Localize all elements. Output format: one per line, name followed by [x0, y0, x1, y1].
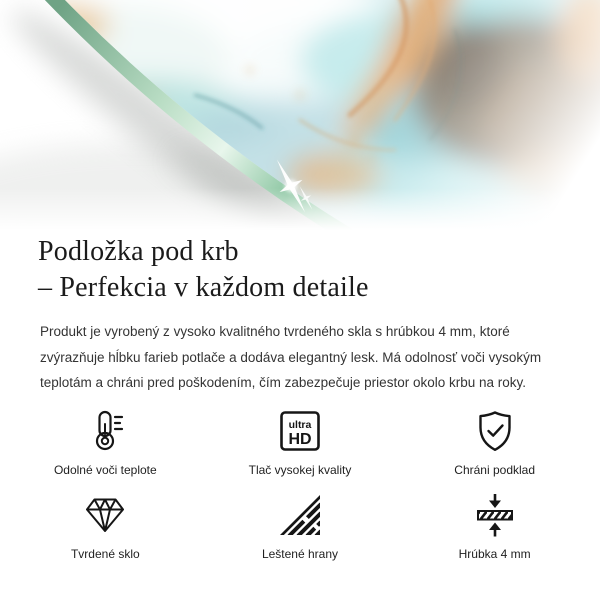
diamond-icon — [83, 493, 127, 537]
feature-label: Chráni podklad — [454, 462, 536, 477]
page-title-line1: Podložka pod krb — [38, 236, 239, 267]
feature-label: Tvrdené sklo — [70, 546, 140, 561]
feature-thickness — [397, 493, 592, 561]
feature-grid — [0, 409, 600, 561]
thermometer-icon — [83, 409, 127, 453]
feature-heat-resistant — [8, 409, 203, 477]
thickness-icon — [473, 493, 517, 537]
ultra-hd-icon — [278, 409, 322, 453]
feature-label: Leštené hrany — [261, 546, 339, 561]
feature-tempered-glass — [8, 493, 203, 561]
feature-print-quality — [203, 409, 398, 477]
svg-text:ultra: ultra — [288, 418, 312, 431]
polished-edges-icon — [278, 493, 322, 537]
feature-label: Tlač vysokej kvality — [248, 462, 352, 477]
shield-check-icon — [473, 409, 517, 453]
svg-text:HD: HD — [288, 430, 312, 448]
feature-protects-surface — [397, 409, 592, 477]
fireplace-glass-pad-illustration — [0, 0, 600, 230]
feature-label: Hrúbka 4 mm — [458, 546, 531, 561]
product-image — [0, 0, 600, 230]
fade-overlay-bottom — [0, 0, 600, 230]
page-title — [0, 234, 600, 306]
product-description: Produkt je vyrobený z vysoko kvalitného tvrdeného skla s hrúbkou 4 mm, ktoré zvýrazňuje hĺbku farieb potlače a dodáva elegantný lesk. Má odolnosť voči vysokým teplotám a chráni pred poškodením, čím zabezpečuje priestor okolo krbu na roky. — [40, 324, 542, 390]
feature-polished-edges — [203, 493, 398, 561]
page-title-line2: – Perfekcia v každom detaile — [38, 272, 369, 303]
feature-label: Odolné voči teplote — [53, 462, 157, 477]
